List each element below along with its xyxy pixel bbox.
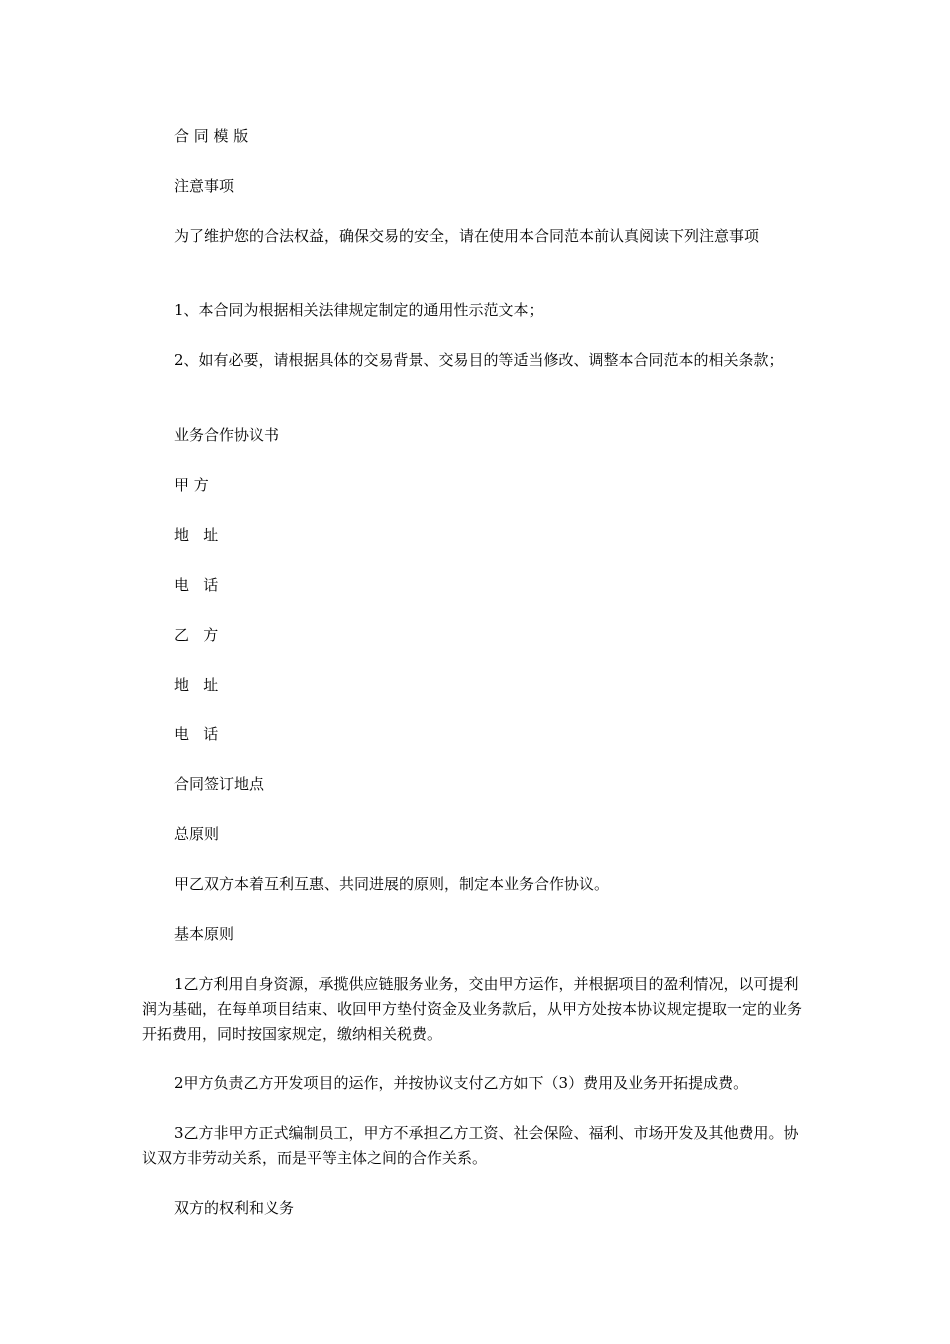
notice-intro: 为了维护您的合法权益，确保交易的安全，请在使用本合同范本前认真阅读下列注意事项	[174, 227, 760, 245]
document-page	[142, 0, 812, 1344]
party-b-address-label: 地 址	[174, 676, 219, 694]
party-a-phone-label: 电 话	[174, 576, 219, 594]
basic-principle-item-2: 2甲方负责乙方开发项目的运作，并按协议支付乙方如下（3）费用及业务开拓提成费。	[174, 1074, 749, 1092]
document-title: 合 同 模 版	[174, 127, 249, 145]
party-a-address-label: 地 址	[174, 526, 219, 544]
signing-place-label: 合同签订地点	[174, 775, 265, 793]
party-b-label: 乙 方	[174, 626, 219, 644]
party-b-phone-label: 电 话	[174, 725, 219, 743]
rights-obligations-heading: 双方的权利和义务	[174, 1199, 295, 1217]
basic-principle-heading: 基本原则	[174, 925, 235, 943]
notice-item-2: 2、如有必要，请根据具体的交易背景、交易目的等适当修改、调整本合同范本的相关条款；	[174, 351, 784, 369]
notice-heading: 注意事项	[174, 177, 235, 195]
notice-item-1: 1、本合同为根据相关法律规定制定的通用性示范文本；	[174, 301, 544, 319]
agreement-title: 业务合作协议书	[174, 426, 280, 444]
general-principle-heading: 总原则	[174, 825, 220, 843]
party-a-label: 甲 方	[174, 476, 209, 494]
general-principle-text: 甲乙双方本着互利互惠、共同进展的原则，制定本业务合作协议。	[174, 875, 610, 893]
basic-principle-item-1: 1乙方利用自身资源，承揽供应链服务业务，交由甲方运作，并根据项目的盈利情况，以可提利润为基础，在每单项目结束、收回甲方垫付资金及业务款后，从甲方处按本协议规定提取一定的业务开拓费用，同时按国家规定，缴纳相关税费。	[142, 975, 803, 1043]
basic-principle-item-3: 3乙方非甲方正式编制员工，甲方不承担乙方工资、社会保险、福利、市场开发及其他费用。协议双方非劳动关系，而是平等主体之间的合作关系。	[142, 1124, 799, 1167]
